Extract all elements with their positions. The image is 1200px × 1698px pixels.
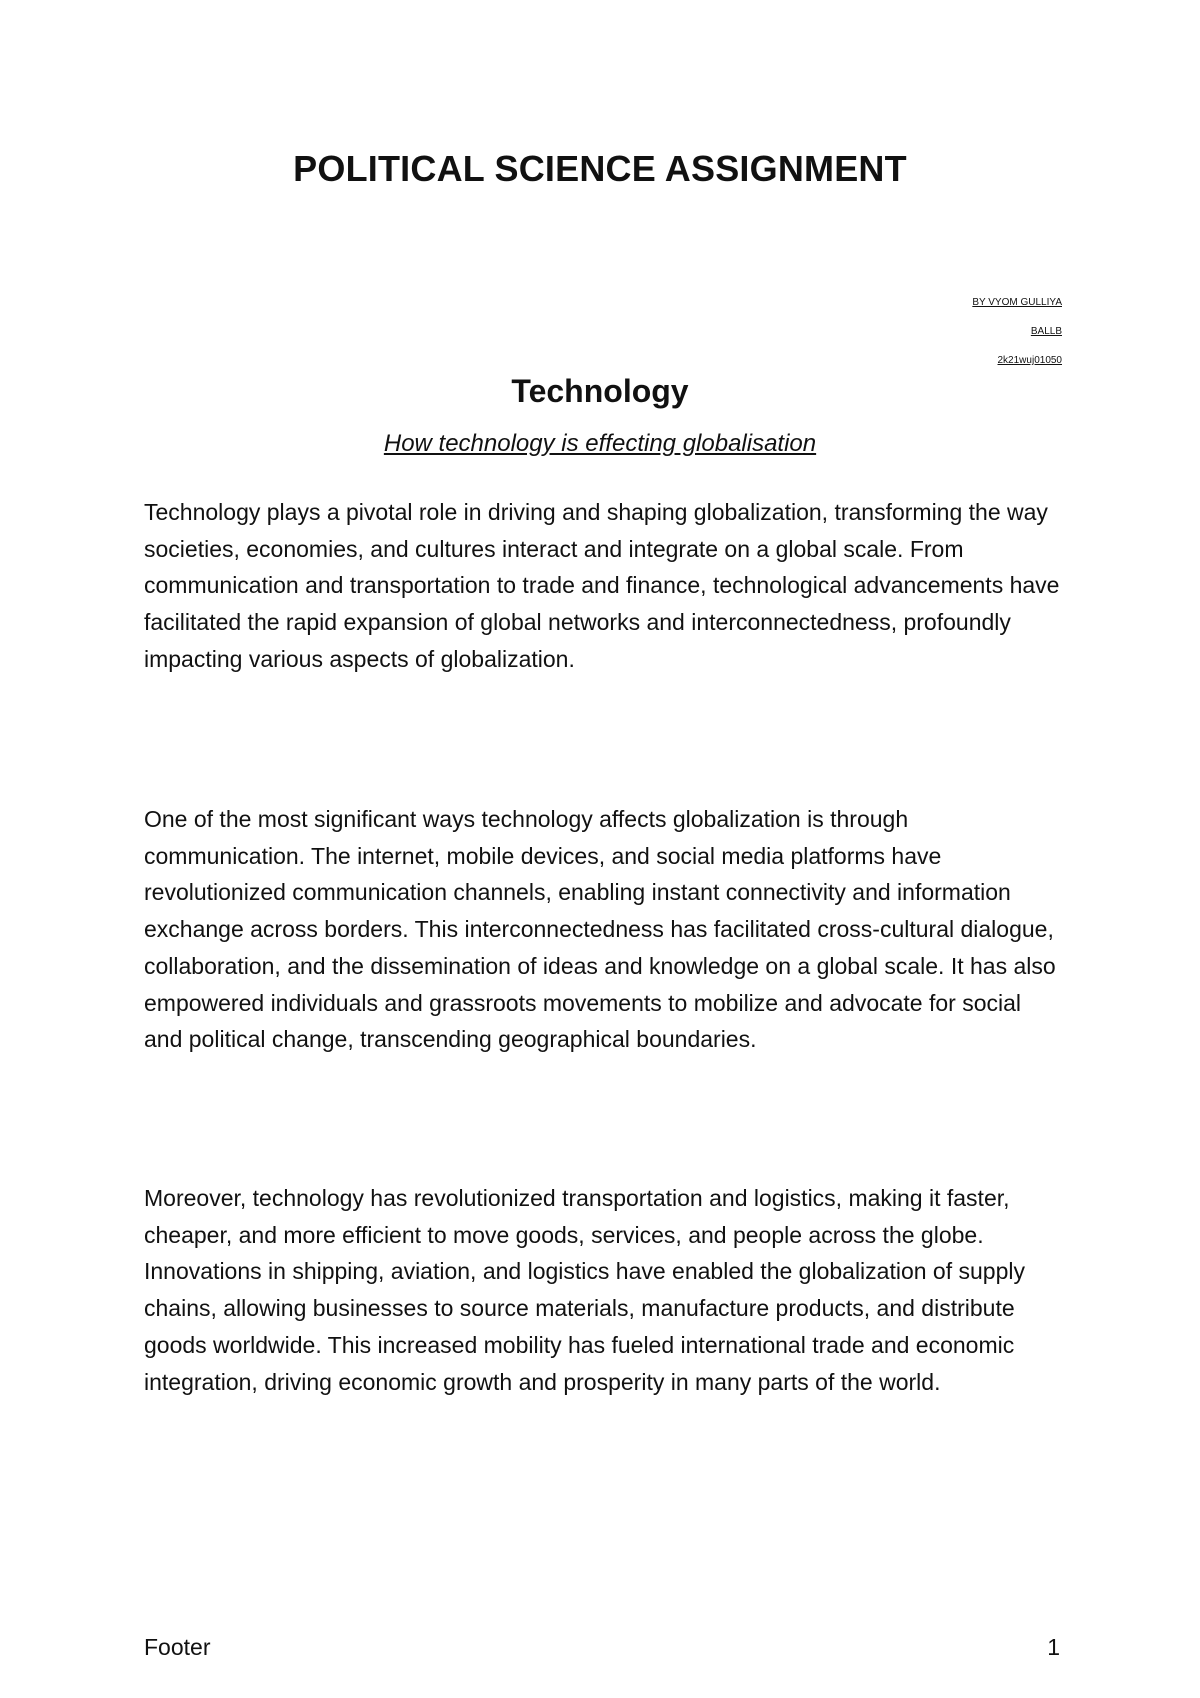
body-paragraph-3: Moreover, technology has revolutionized transportation and logistics, making it faster, cheaper, and more efficient to move goods, services, and people across the globe. Innovations in shipping, aviation, and logistics have enabled the globalization of supply chains, allowing businesses to source materials, manufacture products, and distribute goods worldwide. This increased mobility has fueled international trade and economic integration, driving economic growth and prosperity in many parts of the world.	[144, 1185, 1025, 1395]
author-name: BY VYOM GULLIYA	[972, 297, 1062, 308]
section-subtitle: How technology is effecting globalisation	[383, 430, 817, 457]
author-id: 2k21wuj01050	[997, 355, 1062, 366]
footer-label: Footer	[144, 1634, 211, 1660]
body-paragraph-1: Technology plays a pivotal role in driving and shaping globalization, transforming the way societies, economies, and cultures interact and integrate on a global scale. From communication and transportation to trade and finance, technological advancements have facilitated the rapid expansion of global networks and interconnectedness, profoundly impacting various aspects of globalization.	[144, 499, 1060, 672]
author-block	[972, 288, 1062, 375]
page-number: 1	[1047, 1634, 1060, 1660]
section-title: Technology	[511, 373, 689, 409]
body-paragraph-2: One of the most significant ways technology affects globalization is through communication. The internet, mobile devices, and social media platforms have revolutionized communication channels, enabling instant connectivity and information exchange across borders. This interconnectedness has facilitated cross-cultural dialogue, collaboration, and the dissemination of ideas and knowledge on a global scale. It has also empowered individuals and grassroots movements to mobilize and advocate for social and political change, transcending geographical boundaries.	[144, 806, 1056, 1053]
author-course: BALLB	[1030, 326, 1062, 337]
document-title: POLITICAL SCIENCE ASSIGNMENT	[293, 148, 907, 189]
